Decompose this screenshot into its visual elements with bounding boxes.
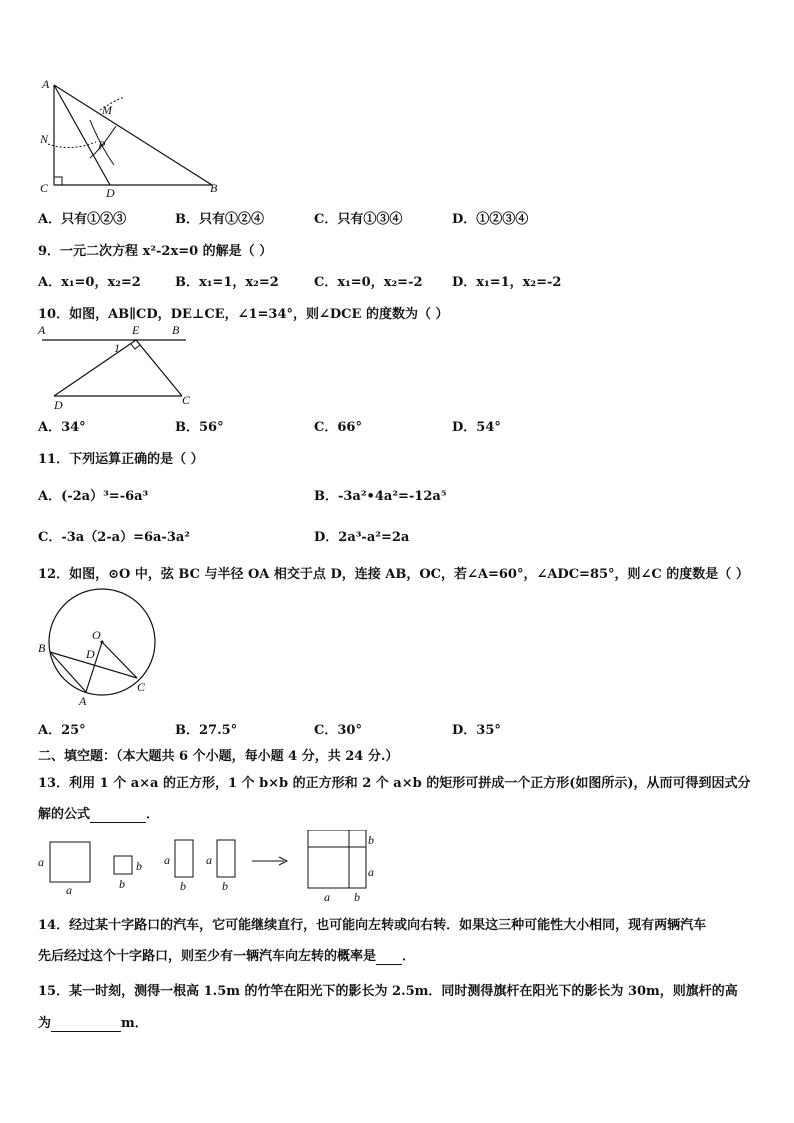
fig12-label-o: O xyxy=(92,628,101,642)
fig13-label-b6: b xyxy=(354,890,360,904)
q10-option-d: D．54° xyxy=(452,420,501,435)
q8-option-d: D．①②③④ xyxy=(452,212,529,227)
q9-option-a: A．x₁=0，x₂=2 xyxy=(38,275,141,290)
fig8-label-d: D xyxy=(106,186,115,200)
q12-option-a: A．25° xyxy=(38,723,86,738)
q12-option-b: B．27.5° xyxy=(175,723,238,738)
q9-option-d: D．x₁=1，x₂=-2 xyxy=(452,275,562,290)
fig8-label-b: B xyxy=(210,181,218,195)
fig13-label-a3: a xyxy=(164,853,170,867)
fig10-label-e: E xyxy=(132,323,140,337)
q14-line2 xyxy=(38,945,415,965)
fig12-label-a: A xyxy=(79,694,87,708)
fig13-label-b3: b xyxy=(180,879,186,893)
q8-option-c: C．只有①③④ xyxy=(314,212,403,227)
q9-text: 9．一元二次方程 x²-2x=0 的解是（ ） xyxy=(38,244,273,259)
fig8-label-p: P xyxy=(98,138,106,152)
q12-figure xyxy=(34,586,164,710)
fig8-label-a: A xyxy=(42,77,50,91)
q12-text: 12．如图，⊙O 中，弦 BC 与半径 OA 相交于点 D，连接 AB，OC，若∠A=60°，∠ADC=85°，则∠C 的度数是（ ） xyxy=(38,567,749,582)
fig12-label-b: B xyxy=(38,641,46,655)
q8-option-b: B．只有①②④ xyxy=(175,212,264,227)
q15-answer-blank[interactable] xyxy=(51,1016,121,1032)
q8-figure xyxy=(30,70,230,200)
fig10-label-b: B xyxy=(172,323,180,337)
q11-text: 11．下列运算正确的是（ ） xyxy=(38,452,204,467)
q14-answer-blank[interactable] xyxy=(376,949,402,965)
q14-line2-text: 先后经过这个十字路口，则至少有一辆汽车向左转的概率是 xyxy=(38,949,377,964)
fig10-label-d: D xyxy=(54,398,63,412)
section-2-heading: 二、填空题：（本大题共 6 个小题，每小题 4 分，共 24 分.） xyxy=(38,749,399,764)
q15-line2-text: 为 xyxy=(38,1016,52,1031)
q13-line2-end: ． xyxy=(146,807,160,822)
q8-option-a: A．只有①②③ xyxy=(38,212,127,227)
fig8-label-m: M xyxy=(102,103,112,117)
q10-figure xyxy=(34,322,196,412)
q13-answer-blank[interactable] xyxy=(90,807,146,823)
q10-option-a: A．34° xyxy=(38,420,86,435)
fig13-label-b2: b xyxy=(119,877,125,891)
fig13-label-a5: a xyxy=(368,865,374,879)
fig12-label-d: D xyxy=(86,647,95,661)
q15-line2-end: m． xyxy=(121,1016,148,1031)
q11-option-a: A．(-2a）³=-6a³ xyxy=(38,489,149,504)
q15-line1: 15．某一时刻，测得一根高 1.5m 的竹竿在阳光下的影长为 2.5m．同时测得旗杆在阳光下的影长为 30m，则旗杆的高 xyxy=(38,984,738,999)
q15-line2 xyxy=(38,1012,148,1032)
fig13-label-b1: b xyxy=(136,859,142,873)
q14-line2-end: ． xyxy=(402,949,416,964)
q13-line2-text: 解的公式 xyxy=(38,807,91,822)
q9-option-b: B．x₁=1，x₂=2 xyxy=(175,275,279,290)
fig13-label-b5: b xyxy=(368,833,374,847)
q11-option-d: D．2a³-a²=2a xyxy=(314,530,410,545)
q11-option-c: C．-3a（2-a）=6a-3a² xyxy=(38,530,190,545)
q10-option-c: C．66° xyxy=(314,420,362,435)
q14-line1: 14．经过某十字路口的汽车，它可能继续直行，也可能向左转或向右转．如果这三种可能性大小相同，现有两辆汽车 xyxy=(38,918,707,933)
q12-option-c: C．30° xyxy=(314,723,362,738)
q9-option-c: C．x₁=0，x₂=-2 xyxy=(314,275,423,290)
fig10-label-c: C xyxy=(182,393,191,407)
q13-figure xyxy=(34,830,384,905)
fig13-label-a1: a xyxy=(38,855,44,869)
fig8-label-c: C xyxy=(40,181,49,195)
q13-line2 xyxy=(38,803,159,823)
q13-line1: 13．利用 1 个 a×a 的正方形，1 个 b×b 的正方形和 2 个 a×b 的矩形可拼成一个正方形(如图所示)，从而可得到因式分 xyxy=(38,776,751,791)
fig8-label-n: N xyxy=(40,132,49,146)
fig12-label-c: C xyxy=(137,680,146,694)
fig13-label-b4: b xyxy=(222,879,228,893)
q11-option-b: B．-3a²•4a²=-12a⁵ xyxy=(314,489,447,504)
fig13-label-a4: a xyxy=(206,853,212,867)
fig13-label-a6: a xyxy=(324,890,330,904)
fig13-label-a2: a xyxy=(66,883,72,897)
q12-option-d: D．35° xyxy=(452,723,501,738)
fig10-label-1: 1 xyxy=(114,341,120,355)
q10-option-b: B．56° xyxy=(175,420,224,435)
q10-text: 10．如图，AB∥CD，DE⊥CE，∠1=34°，则∠DCE 的度数为（ ） xyxy=(38,307,449,322)
fig10-label-a: A xyxy=(38,323,46,337)
